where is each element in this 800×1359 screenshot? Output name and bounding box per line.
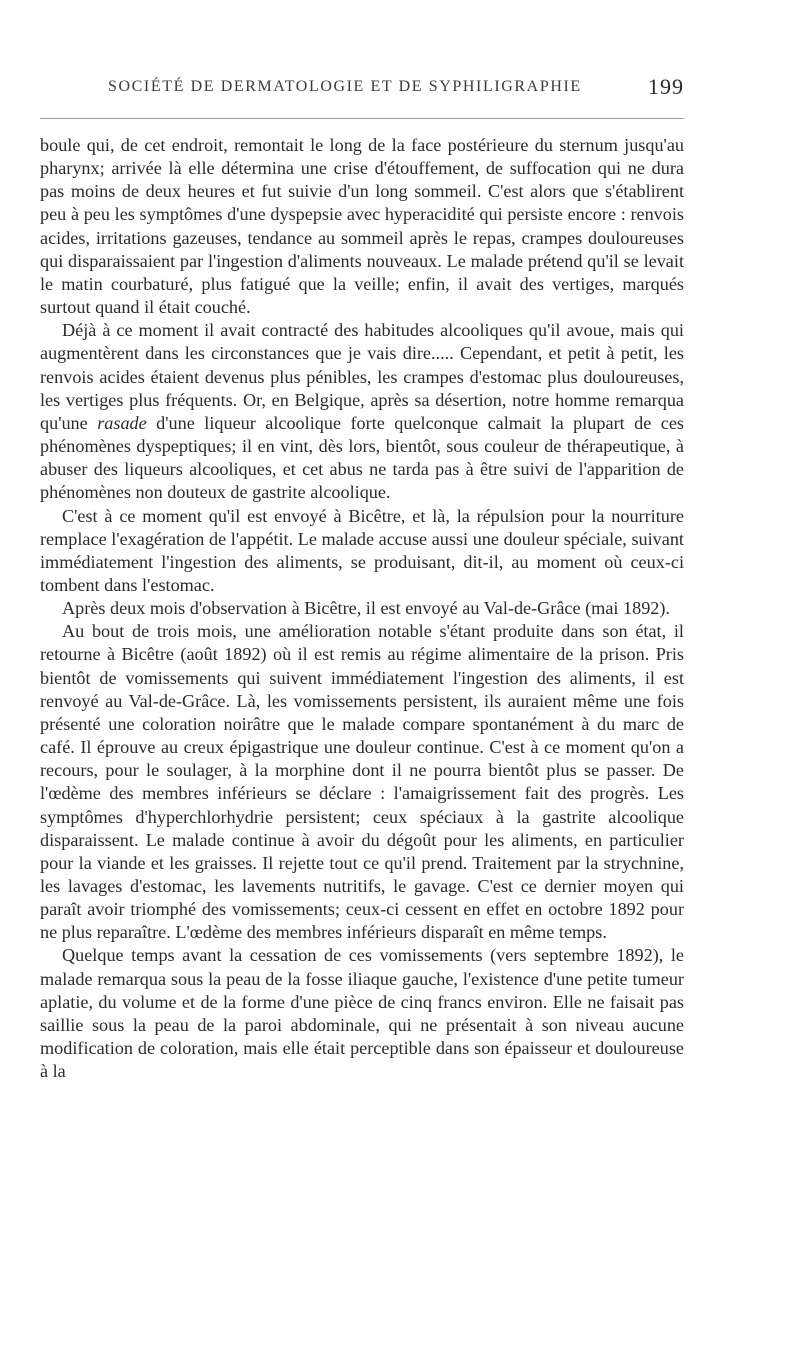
italic-word-rasade: rasade [97,412,147,433]
paragraph-2 [40,319,684,504]
running-header [40,74,684,104]
paragraph-3: C'est à ce moment qu'il est envoyé à Bicêtre, et là, la répulsion pour la nourriture remplace l'exagération de l'appétit. Le malade accuse aussi une douleur spéciale, suivant immédiatement l'ingestion des aliments, se produisant, dit-il, au moment où ceux-ci tombent dans l'estomac. [40,505,684,595]
paragraph-6: Quelque temps avant la cessation de ces vomissements (vers septembre 1892), le malade remarqua sous la peau de la fosse iliaque gauche, l'existence d'une petite tumeur aplatie, du volume et de la forme d'une pièce de cinq francs environ. Elle ne faisait pas saillie sous la peau de la paroi abdominale, qui ne présentait à son niveau aucune modification de coloration, mais elle était perceptible dans son épaisseur et douloureuse à la [40,945,684,1082]
book-page [40,0,684,1359]
paragraph-2-text-end: d'une liqueur alcoolique forte quelconque calmait la plupart de ces phénomènes dyspeptiques; il en vint, dès lors, bientôt, sous couleur de thérapeutique, à abuser des liqueurs alcooliques, et cet abus ne tarda pas à être suivi de l'apparition de phénomènes non douteux de gastrite alcoolique. [40,412,684,503]
paragraph-1: boule qui, de cet endroit, remontait le long de la face postérieure du sternum jusqu'au pharynx; arrivée là elle détermina une crise d'étouffement, de suffocation qui ne dura pas moins de deux heures et fut suivie d'un long sommeil. C'est alors que s'établirent peu à peu les symptômes d'une dyspepsie avec hyperacidité qui persiste encore : renvois acides, irritations gazeuses, tendance au sommeil après le repas, crampes douloureuses qui disparaissaient par l'ingestion d'aliments nouveaux. Le malade prétend qu'il se levait le matin courbaturé, plus fatigué que la veille; enfin, il avait des vertiges, marqués surtout quand il était couché. [40,135,684,318]
header-rule [40,118,684,119]
paragraph-2-text-start: Déjà à ce moment il avait contracté des habitudes alcooliques qu'il avoue, mais qui augmentèrent dans les circonstances que je vais dire..... Cependant, et petit à petit, les renvois acides étaient devenus plus pénibles, les crampes d'estomac plus douloureuses, les vertiges plus fréquents. Or, en Belgique, après sa désertion, notre homme remarqua qu'une [40,320,684,433]
body-text [40,134,684,1083]
page-number: 199 [648,74,684,99]
paragraph-5: Au bout de trois mois, une amélioration notable s'étant produite dans son état, il retourne à Bicêtre (août 1892) où il est remis au régime alimentaire de la prison. Pris bientôt de vomissements qui suivent immédiatement l'ingestion des aliments, il est renvoyé au Val-de-Grâce. Là, les vomissements persistent, ils auraient même une fois présenté une coloration noirâtre que le malade compare spontanément à du marc de café. Il éprouve au creux épigastrique une douleur continue. C'est à ce moment qu'on a recours, pour le soulager, à la morphine dont il ne pourra bientôt plus se passer. De l'œdème des membres inférieurs se déclare : l'amaigrissement fait des progrès. Les symptômes d'hyperchlorhydrie persistent; ceux spéciaux à la gastrite alcoolique disparaissent. Le malade continue à avoir du dégoût pour les aliments, en particulier pour la viande et les graisses. Il rejette tout ce qu'il prend. Traitement par la strychnine, les lavages d'estomac, les lavements nutritifs, le gavage. C'est ce dernier moyen qui paraît avoir triomphé des vomissements; ceux-ci cessent en effet en octobre 1892 pour ne plus reparaître. L'œdème des membres inférieurs disparaît en même temps. [40,621,684,943]
paragraph-4: Après deux mois d'observation à Bicêtre, il est envoyé au Val-de-Grâce (mai 1892). [62,598,670,619]
running-title: SOCIÉTÉ DE DERMATOLOGIE ET DE SYPHILIGRAPHIE [108,78,582,95]
